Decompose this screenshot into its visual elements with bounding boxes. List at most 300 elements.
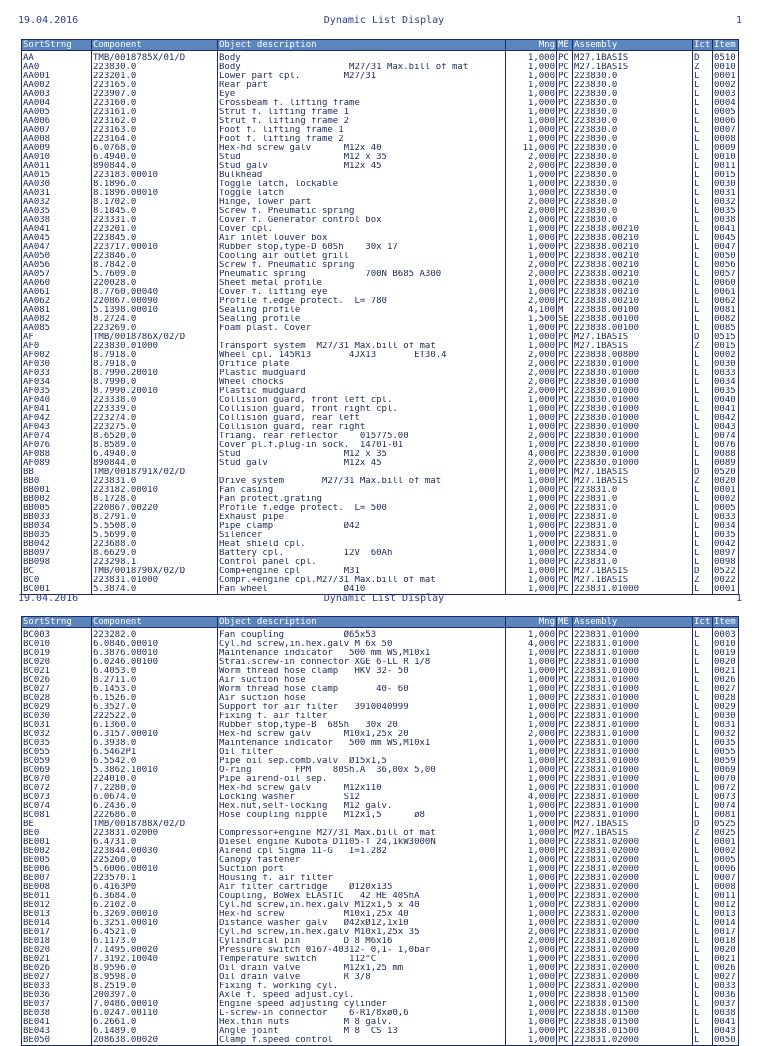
- cell-unit: PC: [557, 51, 573, 64]
- cell-item-category: L: [693, 964, 713, 973]
- table-row[interactable]: [22, 108, 739, 117]
- cell-quantity: 1,000: [506, 784, 557, 793]
- cell-item-number: 0525: [713, 820, 739, 829]
- table-row[interactable]: [22, 901, 739, 910]
- cell-component: 6.3938.0: [92, 739, 218, 748]
- cell-item-number: 0027: [713, 973, 739, 982]
- table-header: [22, 40, 739, 51]
- cell-component: 5.6006.00010: [92, 865, 218, 874]
- cell-sort-string: BE007: [22, 874, 92, 883]
- cell-object-description: Drive system M27/31 Max.bill of mat: [218, 477, 506, 486]
- table-row[interactable]: [22, 847, 739, 856]
- table-row[interactable]: [22, 775, 739, 784]
- cell-item-number: 0003: [713, 628, 739, 641]
- cell-component: 200397.0: [92, 991, 218, 1000]
- cell-item-number: 0031: [713, 721, 739, 730]
- cell-sort-string: AA032: [22, 198, 92, 207]
- cell-assembly: M27.1BASIS: [573, 829, 693, 838]
- table-row[interactable]: [22, 414, 739, 423]
- cell-unit: PC: [557, 667, 573, 676]
- cell-assembly: 223831.0: [573, 558, 693, 567]
- table-row[interactable]: [22, 856, 739, 865]
- table-row[interactable]: [22, 667, 739, 676]
- cell-object-description: Maintenance indicator 500 mm WS,M10x1: [218, 649, 506, 658]
- cell-sort-string: BC021: [22, 667, 92, 676]
- cell-assembly: 223830.0: [573, 108, 693, 117]
- cell-unit: PC: [557, 333, 573, 342]
- cell-assembly: M27.1BASIS: [573, 342, 693, 351]
- table-header: [22, 617, 739, 628]
- cell-item-number: 0010: [713, 63, 739, 72]
- cell-item-category: L: [693, 766, 713, 775]
- table-row[interactable]: [22, 279, 739, 288]
- table-row[interactable]: [22, 459, 739, 468]
- cell-quantity: 2,000: [506, 153, 557, 162]
- column-header-unit[interactable]: ME: [557, 40, 573, 51]
- cell-item-number: 0001: [713, 585, 739, 595]
- table-row[interactable]: [22, 387, 739, 396]
- table-row[interactable]: [22, 51, 739, 64]
- cell-object-description: Hinge, lower part: [218, 198, 506, 207]
- table-row[interactable]: [22, 892, 739, 901]
- cell-sort-string: AF074: [22, 432, 92, 441]
- cell-item-number: 0018: [713, 937, 739, 946]
- cell-quantity: 11,000: [506, 144, 557, 153]
- cell-item-category: L: [693, 270, 713, 279]
- cell-component: 8.1728.0: [92, 495, 218, 504]
- table-row[interactable]: [22, 522, 739, 531]
- cell-component: 223846.0: [92, 252, 218, 261]
- cell-object-description: Transport system M27/31 Max.bill of mat: [218, 342, 506, 351]
- cell-sort-string: AA041: [22, 225, 92, 234]
- cell-sort-string: BC003: [22, 628, 92, 641]
- cell-assembly: 223834.0: [573, 549, 693, 558]
- table-row[interactable]: [22, 928, 739, 937]
- cell-unit: PC: [557, 793, 573, 802]
- table-row[interactable]: [22, 288, 739, 297]
- table-row[interactable]: [22, 450, 739, 459]
- cell-item-number: 0056: [713, 261, 739, 270]
- cell-item-category: L: [693, 1000, 713, 1009]
- cell-sort-string: BB097: [22, 549, 92, 558]
- cell-quantity: 1,000: [506, 585, 557, 595]
- table-row[interactable]: [22, 90, 739, 99]
- cell-component: 5.3862.10010: [92, 766, 218, 775]
- table-row[interactable]: [22, 802, 739, 811]
- cell-component: 223275.0: [92, 423, 218, 432]
- table-row[interactable]: [22, 829, 739, 838]
- cell-item-category: L: [693, 423, 713, 432]
- cell-component: 7.3192.10040: [92, 955, 218, 964]
- cell-sort-string: BC070: [22, 775, 92, 784]
- cell-item-category: L: [693, 640, 713, 649]
- table-row[interactable]: [22, 973, 739, 982]
- cell-component: 890844.0: [92, 162, 218, 171]
- cell-quantity: 2,000: [506, 162, 557, 171]
- table-row[interactable]: [22, 640, 739, 649]
- cell-component: 8.9596.0: [92, 964, 218, 973]
- column-header-component[interactable]: Component: [92, 40, 218, 51]
- cell-item-category: L: [693, 838, 713, 847]
- cell-quantity: 2,000: [506, 378, 557, 387]
- cell-object-description: Hex-hd screw M10x1,25x 40: [218, 910, 506, 919]
- cell-component: 6.2102.0: [92, 901, 218, 910]
- table-row[interactable]: [22, 504, 739, 513]
- cell-component: 8.2519.0: [92, 982, 218, 991]
- table-row[interactable]: [22, 946, 739, 955]
- table-row[interactable]: [22, 1018, 739, 1027]
- table-row[interactable]: [22, 865, 739, 874]
- table-row[interactable]: [22, 351, 739, 360]
- table-row[interactable]: [22, 405, 739, 414]
- table-row[interactable]: [22, 649, 739, 658]
- table-row[interactable]: [22, 432, 739, 441]
- table-row[interactable]: [22, 468, 739, 477]
- cell-component: 6.5462P1: [92, 748, 218, 757]
- table-row[interactable]: [22, 81, 739, 90]
- table-row[interactable]: [22, 162, 739, 171]
- cell-component: 8.7842.0: [92, 261, 218, 270]
- cell-sort-string: BB005: [22, 504, 92, 513]
- table-row[interactable]: [22, 198, 739, 207]
- cell-quantity: 1,000: [506, 865, 557, 874]
- table-row[interactable]: [22, 748, 739, 757]
- cell-component: 223831.0: [92, 477, 218, 486]
- cell-sort-string: BE011: [22, 892, 92, 901]
- column-header-assembly[interactable]: Assembly: [573, 40, 693, 51]
- cell-object-description: [218, 333, 506, 342]
- cell-component: 6.3527.0: [92, 703, 218, 712]
- cell-assembly: 223831.02000: [573, 847, 693, 856]
- column-header-object-description[interactable]: Object description: [218, 617, 506, 628]
- cell-item-category: L: [693, 549, 713, 558]
- table-row[interactable]: [22, 964, 739, 973]
- table-row[interactable]: [22, 784, 739, 793]
- cell-quantity: 1,000: [506, 171, 557, 180]
- cell-component: 223338.0: [92, 396, 218, 405]
- column-header-sort-string[interactable]: SortStrng: [22, 617, 92, 628]
- column-header-item-number[interactable]: Item: [713, 40, 739, 51]
- cell-object-description: Worm thread hose clamp 40- 60: [218, 685, 506, 694]
- cell-component: 6.4521.0: [92, 928, 218, 937]
- report-title: Dynamic List Display: [323, 15, 445, 26]
- page-number: 1: [735, 15, 742, 26]
- table-row[interactable]: [22, 360, 739, 369]
- table-row[interactable]: [22, 261, 739, 270]
- table-row[interactable]: [22, 171, 739, 180]
- cell-sort-string: AA009: [22, 144, 92, 153]
- cell-item-category: L: [693, 207, 713, 216]
- table-row[interactable]: [22, 685, 739, 694]
- cell-quantity: 1,000: [506, 414, 557, 423]
- table-row[interactable]: [22, 423, 739, 432]
- cell-item-number: 0002: [713, 495, 739, 504]
- cell-item-category: L: [693, 883, 713, 892]
- cell-assembly: 223831.0: [573, 531, 693, 540]
- cell-sort-string: BC035: [22, 739, 92, 748]
- cell-unit: PC: [557, 351, 573, 360]
- table-row[interactable]: [22, 820, 739, 829]
- table-row[interactable]: [22, 694, 739, 703]
- table-row[interactable]: [22, 658, 739, 667]
- cell-object-description: Foam plast. Cover: [218, 324, 506, 333]
- table-row[interactable]: [22, 126, 739, 135]
- cell-assembly: 223838.01500: [573, 1000, 693, 1009]
- table-row[interactable]: [22, 225, 739, 234]
- cell-unit: PC: [557, 162, 573, 171]
- table-row[interactable]: [22, 676, 739, 685]
- cell-sort-string: BE012: [22, 901, 92, 910]
- table-row[interactable]: [22, 252, 739, 261]
- cell-unit: PC: [557, 640, 573, 649]
- cell-quantity: 1,000: [506, 991, 557, 1000]
- cell-item-category: L: [693, 1018, 713, 1027]
- table-row[interactable]: [22, 739, 739, 748]
- table-row[interactable]: [22, 216, 739, 225]
- cell-quantity: 1,000: [506, 1000, 557, 1009]
- cell-unit: PC: [557, 495, 573, 504]
- table-row[interactable]: [22, 793, 739, 802]
- cell-component: 224010.0: [92, 775, 218, 784]
- table-row[interactable]: [22, 378, 739, 387]
- cell-component: 8.1845.0: [92, 207, 218, 216]
- table-row[interactable]: [22, 180, 739, 189]
- cell-component: 8.6629.0: [92, 549, 218, 558]
- table-row[interactable]: [22, 540, 739, 549]
- cell-component: 223165.0: [92, 81, 218, 90]
- cell-object-description: Air suction hose: [218, 676, 506, 685]
- cell-object-description: Pressure switch 0167-40312- 0,1- 1,0bar: [218, 946, 506, 955]
- table-row[interactable]: [22, 441, 739, 450]
- cell-sort-string: BB098: [22, 558, 92, 567]
- cell-quantity: 1,000: [506, 549, 557, 558]
- table-row[interactable]: [22, 937, 739, 946]
- cell-sort-string: AA047: [22, 243, 92, 252]
- cell-sort-string: BE043: [22, 1027, 92, 1036]
- table-row[interactable]: [22, 982, 739, 991]
- cell-item-number: 0021: [713, 667, 739, 676]
- table-row[interactable]: [22, 549, 739, 558]
- print-date: 19.04.2016: [18, 15, 79, 26]
- table-row[interactable]: [22, 874, 739, 883]
- table-row[interactable]: [22, 1009, 739, 1018]
- table-row[interactable]: [22, 270, 739, 279]
- table-row[interactable]: [22, 1000, 739, 1009]
- table-row[interactable]: [22, 234, 739, 243]
- table-row[interactable]: [22, 991, 739, 1000]
- cell-item-number: 0021: [713, 955, 739, 964]
- cell-sort-string: BC026: [22, 676, 92, 685]
- cell-object-description: Oil filter: [218, 748, 506, 757]
- table-row[interactable]: [22, 324, 739, 333]
- cell-unit: PC: [557, 207, 573, 216]
- column-header-sort-string[interactable]: SortStrng: [22, 40, 92, 51]
- cell-quantity: 1,000: [506, 766, 557, 775]
- cell-unit: PC: [557, 423, 573, 432]
- table-row[interactable]: [22, 333, 739, 342]
- cell-component: 6.2661.0: [92, 1018, 218, 1027]
- table-row[interactable]: [22, 919, 739, 928]
- column-header-item-category[interactable]: Ict: [693, 617, 713, 628]
- cell-component: 6.5542.0: [92, 757, 218, 766]
- cell-assembly: 223830.01000: [573, 378, 693, 387]
- table-row[interactable]: [22, 703, 739, 712]
- cell-assembly: 223831.02000: [573, 955, 693, 964]
- cell-item-category: L: [693, 252, 713, 261]
- column-header-unit[interactable]: ME: [557, 617, 573, 628]
- table-row[interactable]: [22, 243, 739, 252]
- table-row[interactable]: [22, 838, 739, 847]
- cell-object-description: Cyl.hd screw,in.hex.galv M 6x 50: [218, 640, 506, 649]
- table-row[interactable]: [22, 712, 739, 721]
- cell-object-description: Plastic mudguard: [218, 369, 506, 378]
- cell-item-category: L: [693, 81, 713, 90]
- cell-assembly: 223831.02000: [573, 901, 693, 910]
- table-row[interactable]: [22, 72, 739, 81]
- column-header-quantity[interactable]: Mng: [506, 40, 557, 51]
- table-row[interactable]: [22, 477, 739, 486]
- cell-quantity: 2,000: [506, 207, 557, 216]
- cell-quantity: 1,000: [506, 946, 557, 955]
- cell-object-description: Foot f. lifting frame 2: [218, 135, 506, 144]
- cell-item-number: 0035: [713, 739, 739, 748]
- table-row[interactable]: [22, 306, 739, 315]
- cell-unit: PC: [557, 288, 573, 297]
- cell-assembly: 223831.01000: [573, 802, 693, 811]
- cell-quantity: 1,000: [506, 495, 557, 504]
- cell-sort-string: BE021: [22, 955, 92, 964]
- table-row[interactable]: [22, 315, 739, 324]
- table-row[interactable]: [22, 766, 739, 775]
- cell-assembly: 223831.01000: [573, 658, 693, 667]
- cell-sort-string: AA082: [22, 315, 92, 324]
- table-row[interactable]: [22, 342, 739, 351]
- cell-item-category: L: [693, 189, 713, 198]
- cell-quantity: 1,000: [506, 658, 557, 667]
- table-row[interactable]: [22, 567, 739, 576]
- table-row[interactable]: [22, 117, 739, 126]
- cell-sort-string: AA056: [22, 261, 92, 270]
- cell-item-number: 0009: [713, 144, 739, 153]
- table-row[interactable]: [22, 955, 739, 964]
- cell-item-number: 0034: [713, 378, 739, 387]
- cell-quantity: 1,000: [506, 901, 557, 910]
- table-row[interactable]: [22, 811, 739, 820]
- table-row[interactable]: [22, 135, 739, 144]
- table-row[interactable]: [22, 757, 739, 766]
- column-header-item-category[interactable]: Ict: [693, 40, 713, 51]
- cell-object-description: Wheel chocks: [218, 378, 506, 387]
- cell-quantity: 1,000: [506, 964, 557, 973]
- cell-unit: PC: [557, 982, 573, 991]
- column-header-quantity[interactable]: Mng: [506, 617, 557, 628]
- cell-item-number: 0017: [713, 928, 739, 937]
- cell-item-number: 0011: [713, 892, 739, 901]
- cell-assembly: 223838.00210: [573, 288, 693, 297]
- cell-component: 8.7918.0: [92, 351, 218, 360]
- cell-item-category: L: [693, 297, 713, 306]
- cell-assembly: 223838.01500: [573, 1009, 693, 1018]
- table-row[interactable]: [22, 495, 739, 504]
- table-row[interactable]: [22, 144, 739, 153]
- cell-assembly: 223831.02000: [573, 946, 693, 955]
- cell-assembly: 223838.00210: [573, 243, 693, 252]
- cell-component: 7.1495.00020: [92, 946, 218, 955]
- cell-assembly: 223830.0: [573, 90, 693, 99]
- table-row[interactable]: [22, 531, 739, 540]
- cell-item-number: 0006: [713, 117, 739, 126]
- cell-item-number: 0020: [713, 658, 739, 667]
- column-header-component[interactable]: Component: [92, 617, 218, 628]
- column-header-assembly[interactable]: Assembly: [573, 617, 693, 628]
- table-row[interactable]: [22, 910, 739, 919]
- cell-component: 220028.0: [92, 279, 218, 288]
- cell-assembly: 223831.01000: [573, 811, 693, 820]
- cell-sort-string: AA060: [22, 279, 92, 288]
- table-row[interactable]: [22, 513, 739, 522]
- cell-item-category: L: [693, 784, 713, 793]
- table-row[interactable]: [22, 730, 739, 739]
- cell-quantity: 1,000: [506, 874, 557, 883]
- cell-assembly: 223838.00210: [573, 279, 693, 288]
- table-row[interactable]: [22, 883, 739, 892]
- cell-object-description: Lower part cpl. M27/31: [218, 72, 506, 81]
- cell-component: 223339.0: [92, 405, 218, 414]
- cell-object-description: Housing f. air filter: [218, 874, 506, 883]
- table-row[interactable]: [22, 396, 739, 405]
- cell-sort-string: AA011: [22, 162, 92, 171]
- table-row[interactable]: [22, 207, 739, 216]
- cell-item-category: L: [693, 919, 713, 928]
- table-row[interactable]: [22, 99, 739, 108]
- cell-assembly: 223830.0: [573, 99, 693, 108]
- cell-quantity: 1,000: [506, 910, 557, 919]
- column-header-item-number[interactable]: Item: [713, 617, 739, 628]
- cell-item-number: 0073: [713, 793, 739, 802]
- table-row[interactable]: [22, 721, 739, 730]
- cell-quantity: 1,000: [506, 540, 557, 549]
- cell-object-description: Collision guard, front left cpl.: [218, 396, 506, 405]
- cell-component: 223845.0: [92, 234, 218, 243]
- cell-item-category: L: [693, 378, 713, 387]
- cell-sort-string: BE050: [22, 1036, 92, 1046]
- cell-quantity: 1,000: [506, 180, 557, 189]
- table-row[interactable]: [22, 486, 739, 495]
- table-row[interactable]: [22, 628, 739, 641]
- table-row[interactable]: [22, 558, 739, 567]
- table-row[interactable]: [22, 1036, 739, 1046]
- cell-quantity: 1,000: [506, 90, 557, 99]
- table-row[interactable]: [22, 189, 739, 198]
- cell-quantity: 1,000: [506, 486, 557, 495]
- cell-quantity: 1,000: [506, 712, 557, 721]
- cell-component: 6.4940.0: [92, 153, 218, 162]
- table-row[interactable]: [22, 1027, 739, 1036]
- cell-component: 223201.0: [92, 225, 218, 234]
- cell-item-number: 0055: [713, 748, 739, 757]
- table-row[interactable]: [22, 369, 739, 378]
- cell-unit: PC: [557, 387, 573, 396]
- cell-assembly: 223830.01000: [573, 405, 693, 414]
- cell-sort-string: BC074: [22, 802, 92, 811]
- table-row[interactable]: [22, 153, 739, 162]
- cell-component: 223830.01000: [92, 342, 218, 351]
- table-row[interactable]: [22, 63, 739, 72]
- cell-quantity: 2,000: [506, 730, 557, 739]
- table-row[interactable]: [22, 297, 739, 306]
- cell-item-category: L: [693, 1027, 713, 1036]
- column-header-object-description[interactable]: Object description: [218, 40, 506, 51]
